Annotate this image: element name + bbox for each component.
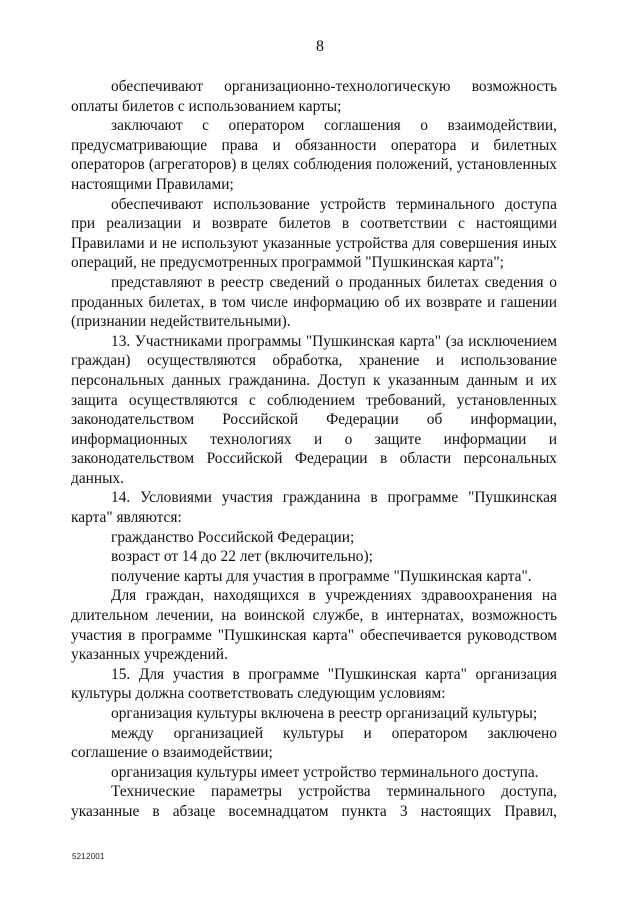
paragraph-condition-card: получение карты для участия в программе "Пушкинская карта". [111,567,532,585]
paragraph-3: обеспечивают использование устройств терминального доступа при реализации и возврате билетов в соответствии с настоящими Правилами и не используют указанные устройства для совершения иных операций, не предусмотренных программой "Пушкинская карта"; [71,195,557,272]
page-number: 8 [316,38,324,55]
paragraph-1: обеспечивают организационно-технологическую возможность оплаты билетов с использованием карты; [71,78,557,115]
paragraph-2: заключают с оператором соглашения о взаимодействии, предусматривающие права и обязанности оператора и билетных операторов (агрегаторов) в целях соблюдения положений, установленных настоящими Правилами; [71,117,557,193]
document-body [71,77,557,822]
paragraph-item-15: 15. Для участия в программе "Пушкинская карта" организация культуры должна соответствовать следующим условиям: [71,665,557,703]
paragraph-condition-citizenship: гражданство Российской Федерации; [111,528,355,546]
paragraph-item-13: 13. Участниками программы "Пушкинская карта" (за исключением граждан) осуществляются обработка, хранение и использование персональных данных гражданина. Доступ к указанным данным и их защита осуществляются с соблюдением требований, установленных законодательством Российской Федерации об информации, информационных технологиях и о защите информации и законодательством Российской Федерации в области персональных данных. [71,332,557,487]
document-code: 5212001 [72,852,105,861]
paragraph-4: представляют в реестр сведений о проданных билетах сведения о проданных билетах, в том числе информацию об их возврате и гашении (признании недействительными). [71,273,557,331]
paragraph-technical-params: Технические параметры устройства терминального доступа, указанные в абзаце восемнадцатом пункта 3 настоящих Правил, [71,783,557,820]
paragraph-org-agreement: между организацией культуры и оператором заключено соглашение о взаимодействии; [71,724,557,762]
paragraph-special-citizens: Для граждан, находящихся в учреждениях здравоохранения на длительном лечении, на воинской службе, в интернатах, возможность участия в программе "Пушкинская карта" обеспечивается руководством указанных учреждений. [71,587,557,664]
paragraph-item-14: 14. Условиями участия гражданина в программе "Пушкинская карта" являются: [71,489,557,527]
paragraph-org-terminal: организация культуры имеет устройство терминального доступа. [111,763,539,781]
paragraph-condition-age: возраст от 14 до 22 лет (включительно); [111,548,373,566]
paragraph-org-registry: организация культуры включена в реестр организаций культуры; [111,705,538,722]
